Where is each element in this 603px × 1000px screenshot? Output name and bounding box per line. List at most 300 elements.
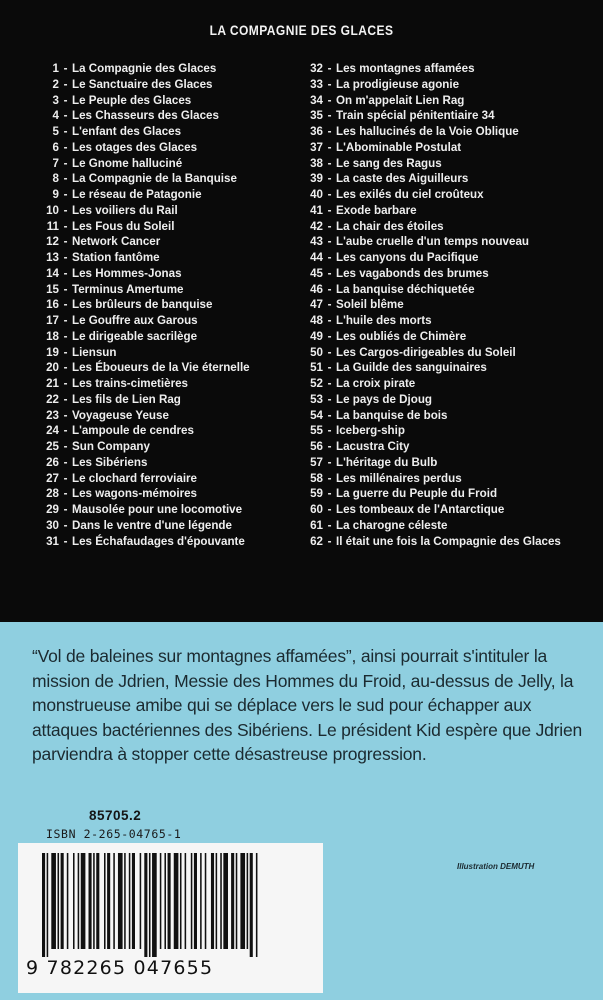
volume-entry xyxy=(46,408,250,424)
volume-entry xyxy=(310,266,561,282)
barcode-digits: 9 782265 047655 xyxy=(26,957,214,979)
volume-entry xyxy=(46,471,250,487)
volume-number: 35 xyxy=(310,109,323,123)
barcode-bar xyxy=(107,853,110,949)
volume-title: Le pays de Djoug xyxy=(336,392,432,406)
volume-title: Terminus Amertume xyxy=(72,282,184,296)
volume-number: 10 xyxy=(46,203,59,217)
barcode-bar xyxy=(180,853,182,949)
volume-title: L'ampoule de cendres xyxy=(72,424,194,438)
separator: - xyxy=(327,109,332,123)
volume-title: Les Fous du Soleil xyxy=(72,219,175,233)
volume-number: 33 xyxy=(310,77,323,91)
barcode-bar xyxy=(185,853,187,949)
separator: - xyxy=(327,518,332,532)
volume-number: 30 xyxy=(46,518,59,532)
volume-number: 27 xyxy=(46,471,59,485)
volume-title: Le Peuple des Glaces xyxy=(72,93,192,107)
separator: - xyxy=(327,93,332,107)
volume-title: Les wagons-mémoires xyxy=(72,487,197,501)
volume-entry xyxy=(46,313,250,329)
catalog-number: 85705.2 xyxy=(89,808,142,823)
volume-number: 47 xyxy=(310,298,323,312)
separator: - xyxy=(327,534,332,548)
barcode-bar xyxy=(47,853,49,957)
separator: - xyxy=(63,77,68,91)
barcode-bar xyxy=(113,853,115,949)
volume-entry xyxy=(310,203,561,219)
barcode-bar xyxy=(174,853,179,949)
separator: - xyxy=(63,93,68,107)
volume-title: Les exilés du ciel croûteux xyxy=(336,188,484,201)
separator: - xyxy=(327,424,332,438)
barcode-bar xyxy=(78,853,80,949)
volume-entry xyxy=(46,93,250,109)
volume-title: Les fils de Lien Rag xyxy=(72,392,181,406)
volume-number: 40 xyxy=(310,188,323,201)
barcode-bar xyxy=(160,853,162,949)
volume-title: L'huile des morts xyxy=(336,314,432,327)
volume-title: La guerre du Peuple du Froid xyxy=(336,487,498,501)
separator: - xyxy=(327,219,332,233)
volume-entry xyxy=(310,486,561,502)
volume-number: 1 xyxy=(52,62,59,75)
barcode-bar xyxy=(93,853,95,949)
volume-number: 36 xyxy=(310,125,323,138)
volume-title: Station fantôme xyxy=(72,251,160,264)
barcode xyxy=(18,843,323,993)
volume-title: Le Sanctuaire des Glaces xyxy=(72,77,213,91)
volume-title: La charogne céleste xyxy=(336,518,448,532)
separator: - xyxy=(63,487,68,501)
isbn: ISBN 2-265-04765-1 xyxy=(46,827,182,841)
barcode-bar xyxy=(168,853,171,949)
separator: - xyxy=(327,125,332,138)
volume-title: Il était une fois la Compagnie des Glaces xyxy=(336,534,561,548)
volume-entry xyxy=(46,486,250,502)
volume-title: Le réseau de Patagonie xyxy=(72,188,202,201)
volume-number: 14 xyxy=(46,266,59,280)
barcode-bar xyxy=(240,853,245,949)
volume-entry xyxy=(46,219,250,235)
volume-number: 34 xyxy=(310,93,323,107)
volume-title: Les otages des Glaces xyxy=(72,140,198,154)
volume-number: 44 xyxy=(310,251,323,264)
barcode-bar xyxy=(247,853,249,949)
barcode-bars xyxy=(42,853,302,957)
separator: - xyxy=(63,392,68,406)
separator: - xyxy=(63,534,68,548)
separator: - xyxy=(327,266,332,280)
separator: - xyxy=(327,314,332,327)
volume-number: 18 xyxy=(46,329,59,343)
volume-title: Les Sibériens xyxy=(72,455,148,469)
separator: - xyxy=(63,329,68,343)
barcode-bar xyxy=(223,853,228,949)
volume-number: 29 xyxy=(46,503,59,516)
separator: - xyxy=(63,203,68,217)
volume-title: Les oubliés de Chimère xyxy=(336,329,467,343)
barcode-bar xyxy=(220,853,222,949)
separator: - xyxy=(63,282,68,296)
volume-number: 19 xyxy=(46,345,59,359)
volume-title: La chair des étoiles xyxy=(336,219,444,233)
barcode-bar xyxy=(211,853,214,949)
volume-entry xyxy=(310,455,561,471)
volume-title: Le dirigeable sacrilège xyxy=(72,329,198,343)
separator: - xyxy=(63,172,68,186)
volume-entry xyxy=(46,250,250,266)
volume-number: 13 xyxy=(46,251,59,264)
volume-title: Les hallucinés de la Voie Oblique xyxy=(336,125,519,138)
volume-entry xyxy=(310,471,561,487)
volume-entry xyxy=(46,518,250,534)
volume-entry xyxy=(310,187,561,203)
volume-number: 49 xyxy=(310,329,323,343)
volume-entry xyxy=(310,171,561,187)
barcode-bar xyxy=(96,853,99,949)
volume-title: Voyageuse Yeuse xyxy=(72,408,169,422)
volume-entry xyxy=(310,219,561,235)
barcode-bar xyxy=(191,853,193,949)
volume-entry xyxy=(310,313,561,329)
separator: - xyxy=(63,156,68,170)
barcode-bar xyxy=(250,853,253,957)
volume-number: 24 xyxy=(46,424,59,438)
volume-list-left xyxy=(46,61,250,549)
volume-number: 38 xyxy=(310,156,323,170)
volume-number: 16 xyxy=(46,298,59,312)
series-title: LA COMPAGNIE DES GLACES xyxy=(209,22,394,38)
volume-entry xyxy=(46,77,250,93)
volume-entry xyxy=(46,171,250,187)
volume-title: L'Abominable Postulat xyxy=(336,140,462,154)
volume-entry xyxy=(46,203,250,219)
volume-entry xyxy=(310,140,561,156)
volume-number: 32 xyxy=(310,62,323,75)
volume-title: Les canyons du Pacifique xyxy=(336,251,479,264)
volume-number: 12 xyxy=(46,235,59,249)
volume-title: Exode barbare xyxy=(336,203,417,217)
barcode-bar xyxy=(149,853,151,957)
volume-entry xyxy=(310,234,561,250)
volume-entry xyxy=(310,297,561,313)
barcode-bar xyxy=(81,853,86,949)
separator: - xyxy=(327,377,332,390)
separator: - xyxy=(63,424,68,438)
blurb-panel xyxy=(0,622,603,1000)
volume-title: Train spécial pénitentiaire 34 xyxy=(336,109,495,123)
barcode-bar xyxy=(144,853,147,957)
volume-entry xyxy=(46,360,250,376)
separator: - xyxy=(63,518,68,532)
volume-entry xyxy=(310,250,561,266)
separator: - xyxy=(63,440,68,453)
barcode-bar xyxy=(42,853,45,957)
volume-number: 5 xyxy=(52,125,59,138)
volume-entry xyxy=(46,234,250,250)
separator: - xyxy=(327,503,332,516)
volume-title: La Guilde des sanguinaires xyxy=(336,361,487,375)
volume-number: 23 xyxy=(46,408,59,422)
volume-number: 59 xyxy=(310,487,323,501)
volume-number: 37 xyxy=(310,140,323,154)
separator: - xyxy=(63,62,68,75)
barcode-bar xyxy=(51,853,56,949)
barcode-bar xyxy=(129,853,131,949)
volume-number: 11 xyxy=(46,219,59,233)
volume-number: 60 xyxy=(310,503,323,516)
separator: - xyxy=(327,329,332,343)
volume-number: 39 xyxy=(310,172,323,186)
volume-title: Les tombeaux de l'Antarctique xyxy=(336,503,505,516)
volume-entry xyxy=(46,392,250,408)
separator: - xyxy=(63,377,68,390)
volume-title: Les Hommes-Jonas xyxy=(72,266,182,280)
volume-title: Les montagnes affamées xyxy=(336,62,475,75)
volume-title: Les Chasseurs des Glaces xyxy=(72,109,219,123)
volume-number: 17 xyxy=(46,314,59,327)
barcode-bar xyxy=(216,853,218,949)
separator: - xyxy=(63,188,68,201)
volume-entry xyxy=(46,282,250,298)
volume-number: 22 xyxy=(46,392,59,406)
barcode-bar xyxy=(256,853,258,957)
barcode-bar xyxy=(200,853,202,949)
volume-number: 58 xyxy=(310,471,323,485)
volume-title: La Compagnie des Glaces xyxy=(72,62,217,75)
volume-number: 3 xyxy=(52,93,59,107)
barcode-bar xyxy=(61,853,64,949)
separator: - xyxy=(63,408,68,422)
separator: - xyxy=(63,345,68,359)
volume-number: 46 xyxy=(310,282,323,296)
volume-title: Les Éboueurs de la Vie éternelle xyxy=(72,361,250,375)
volume-title: La Compagnie de la Banquise xyxy=(72,172,237,186)
volume-title: Les brûleurs de banquise xyxy=(72,298,213,312)
separator: - xyxy=(327,203,332,217)
separator: - xyxy=(63,266,68,280)
volume-title: Lacustra City xyxy=(336,440,410,453)
volume-entry xyxy=(310,408,561,424)
volume-number: 57 xyxy=(310,455,323,469)
volume-entry xyxy=(46,140,250,156)
volume-entry xyxy=(310,77,561,93)
volume-title: Le Gouffre aux Garous xyxy=(72,314,198,327)
barcode-bar xyxy=(152,853,157,957)
separator: - xyxy=(327,345,332,359)
volume-entry xyxy=(46,61,250,77)
book-blurb: “Vol de baleines sur montagnes affamées”, ainsi pourrait s'intituler la mission de Jdrien, Messie des Hommes du Froid, au-dessus de Jelly, la monstrueuse amibe qui se déplace vers le sud pour échapper aux attaques bactériennes des Sibériens. Le président Kid espère que Jdrien parviendra à stopper cette désastreuse progression. xyxy=(32,646,583,764)
volume-number: 15 xyxy=(46,282,59,296)
volume-entry xyxy=(46,156,250,172)
volume-title: La banquise déchiquetée xyxy=(336,282,475,296)
volume-number: 8 xyxy=(52,172,59,186)
volume-number: 51 xyxy=(310,361,323,375)
volume-title: Les Cargos-dirigeables du Soleil xyxy=(336,345,516,359)
volume-entry xyxy=(46,423,250,439)
separator: - xyxy=(327,408,332,422)
volume-entry xyxy=(310,345,561,361)
volume-entry xyxy=(310,108,561,124)
separator: - xyxy=(63,219,68,233)
separator: - xyxy=(63,140,68,154)
separator: - xyxy=(63,314,68,327)
barcode-bar xyxy=(124,853,126,949)
volume-title: Les Échafaudages d'épouvante xyxy=(72,534,245,548)
volume-title: La croix pirate xyxy=(336,377,416,390)
separator: - xyxy=(63,503,68,516)
barcode-bar xyxy=(205,853,207,949)
volume-entry xyxy=(310,93,561,109)
volume-entry xyxy=(46,266,250,282)
separator: - xyxy=(327,235,332,249)
separator: - xyxy=(63,298,68,312)
separator: - xyxy=(327,156,332,170)
volume-number: 62 xyxy=(310,534,323,548)
volume-entry xyxy=(310,439,561,455)
volume-number: 50 xyxy=(310,345,323,359)
barcode-bar xyxy=(67,853,69,949)
volume-number: 42 xyxy=(310,219,323,233)
volume-title: L'héritage du Bulb xyxy=(336,455,438,469)
volume-entry xyxy=(310,61,561,77)
separator: - xyxy=(63,251,68,264)
barcode-bar xyxy=(231,853,234,949)
volume-entry xyxy=(46,376,250,392)
separator: - xyxy=(327,392,332,406)
volume-title: Les voiliers du Rail xyxy=(72,203,178,217)
volume-title: Soleil blême xyxy=(336,298,404,312)
volume-number: 2 xyxy=(52,77,59,91)
separator: - xyxy=(327,251,332,264)
volume-number: 55 xyxy=(310,424,323,438)
separator: - xyxy=(63,455,68,469)
volume-entry xyxy=(310,124,561,140)
volume-title: Sun Company xyxy=(72,440,150,453)
volume-entry xyxy=(310,534,561,550)
volume-entry xyxy=(310,360,561,376)
volume-entry xyxy=(46,439,250,455)
volume-title: Liensun xyxy=(72,345,117,359)
volume-entry xyxy=(310,156,561,172)
volume-title: Les millénaires perdus xyxy=(336,471,462,485)
volume-entry xyxy=(46,455,250,471)
volume-number: 41 xyxy=(310,203,323,217)
volume-entry xyxy=(310,376,561,392)
volume-title: Le clochard ferroviaire xyxy=(72,471,198,485)
volume-title: Dans le ventre d'une légende xyxy=(72,518,232,532)
volume-entry xyxy=(46,502,250,518)
volume-entry xyxy=(310,518,561,534)
separator: - xyxy=(63,109,68,123)
volume-list-right xyxy=(310,61,561,549)
volume-entry xyxy=(46,187,250,203)
volume-number: 56 xyxy=(310,440,323,453)
separator: - xyxy=(63,471,68,485)
volume-number: 43 xyxy=(310,235,323,249)
separator: - xyxy=(327,440,332,453)
separator: - xyxy=(63,125,68,138)
volume-title: L'aube cruelle d'un temps nouveau xyxy=(336,235,529,249)
volume-number: 6 xyxy=(52,140,59,154)
barcode-bar xyxy=(236,853,238,949)
volume-entry xyxy=(310,282,561,298)
volume-entry xyxy=(46,329,250,345)
volume-title: Iceberg-ship xyxy=(336,424,405,438)
volume-entry xyxy=(310,423,561,439)
barcode-bar xyxy=(58,853,60,949)
separator: - xyxy=(63,361,68,375)
volume-title: Les trains-cimetières xyxy=(72,377,188,390)
separator: - xyxy=(327,298,332,312)
barcode-bar xyxy=(73,853,75,949)
volume-entry xyxy=(46,345,250,361)
separator: - xyxy=(327,361,332,375)
volume-number: 61 xyxy=(310,518,323,532)
barcode-bar xyxy=(164,853,166,949)
volume-number: 9 xyxy=(52,188,59,201)
volume-entry xyxy=(310,392,561,408)
barcode-bar xyxy=(132,853,135,949)
volume-entry xyxy=(310,329,561,345)
volume-number: 26 xyxy=(46,455,59,469)
illustration-credit: Illustration DEMUTH xyxy=(457,862,535,871)
separator: - xyxy=(63,235,68,249)
volume-entry xyxy=(46,124,250,140)
volume-title: L'enfant des Glaces xyxy=(72,125,182,138)
volume-entry xyxy=(46,297,250,313)
volume-title: Le Gnome halluciné xyxy=(72,156,183,170)
separator: - xyxy=(327,172,332,186)
volume-title: La caste des Aiguilleurs xyxy=(336,172,469,186)
volume-title: Network Cancer xyxy=(72,235,161,249)
volume-number: 54 xyxy=(310,408,323,422)
separator: - xyxy=(327,471,332,485)
volume-entry xyxy=(46,108,250,124)
volume-number: 7 xyxy=(52,156,59,170)
volume-number: 28 xyxy=(46,487,59,501)
volume-title: Les vagabonds des brumes xyxy=(336,266,489,280)
barcode-bar xyxy=(118,853,123,949)
volume-number: 4 xyxy=(52,109,59,123)
volume-number: 21 xyxy=(46,377,59,390)
volume-number: 53 xyxy=(310,392,323,406)
volume-entry xyxy=(46,534,250,550)
separator: - xyxy=(327,282,332,296)
barcode-bar xyxy=(140,853,142,949)
volume-number: 52 xyxy=(310,377,323,390)
volume-number: 45 xyxy=(310,266,323,280)
separator: - xyxy=(327,455,332,469)
separator: - xyxy=(327,62,332,75)
volume-number: 48 xyxy=(310,314,323,327)
barcode-bar xyxy=(104,853,106,949)
volume-title: Mausolée pour une locomotive xyxy=(72,503,243,516)
volume-number: 31 xyxy=(46,534,59,548)
separator: - xyxy=(327,188,332,201)
barcode-bar xyxy=(89,853,92,949)
barcode-bar xyxy=(194,853,197,949)
volume-title: La prodigieuse agonie xyxy=(336,77,460,91)
separator: - xyxy=(327,140,332,154)
separator: - xyxy=(327,77,332,91)
separator: - xyxy=(327,487,332,501)
volume-entry xyxy=(310,502,561,518)
volume-number: 20 xyxy=(46,361,59,375)
volume-title: On m'appelait Lien Rag xyxy=(336,93,465,107)
volume-title: Le sang des Ragus xyxy=(336,156,442,170)
